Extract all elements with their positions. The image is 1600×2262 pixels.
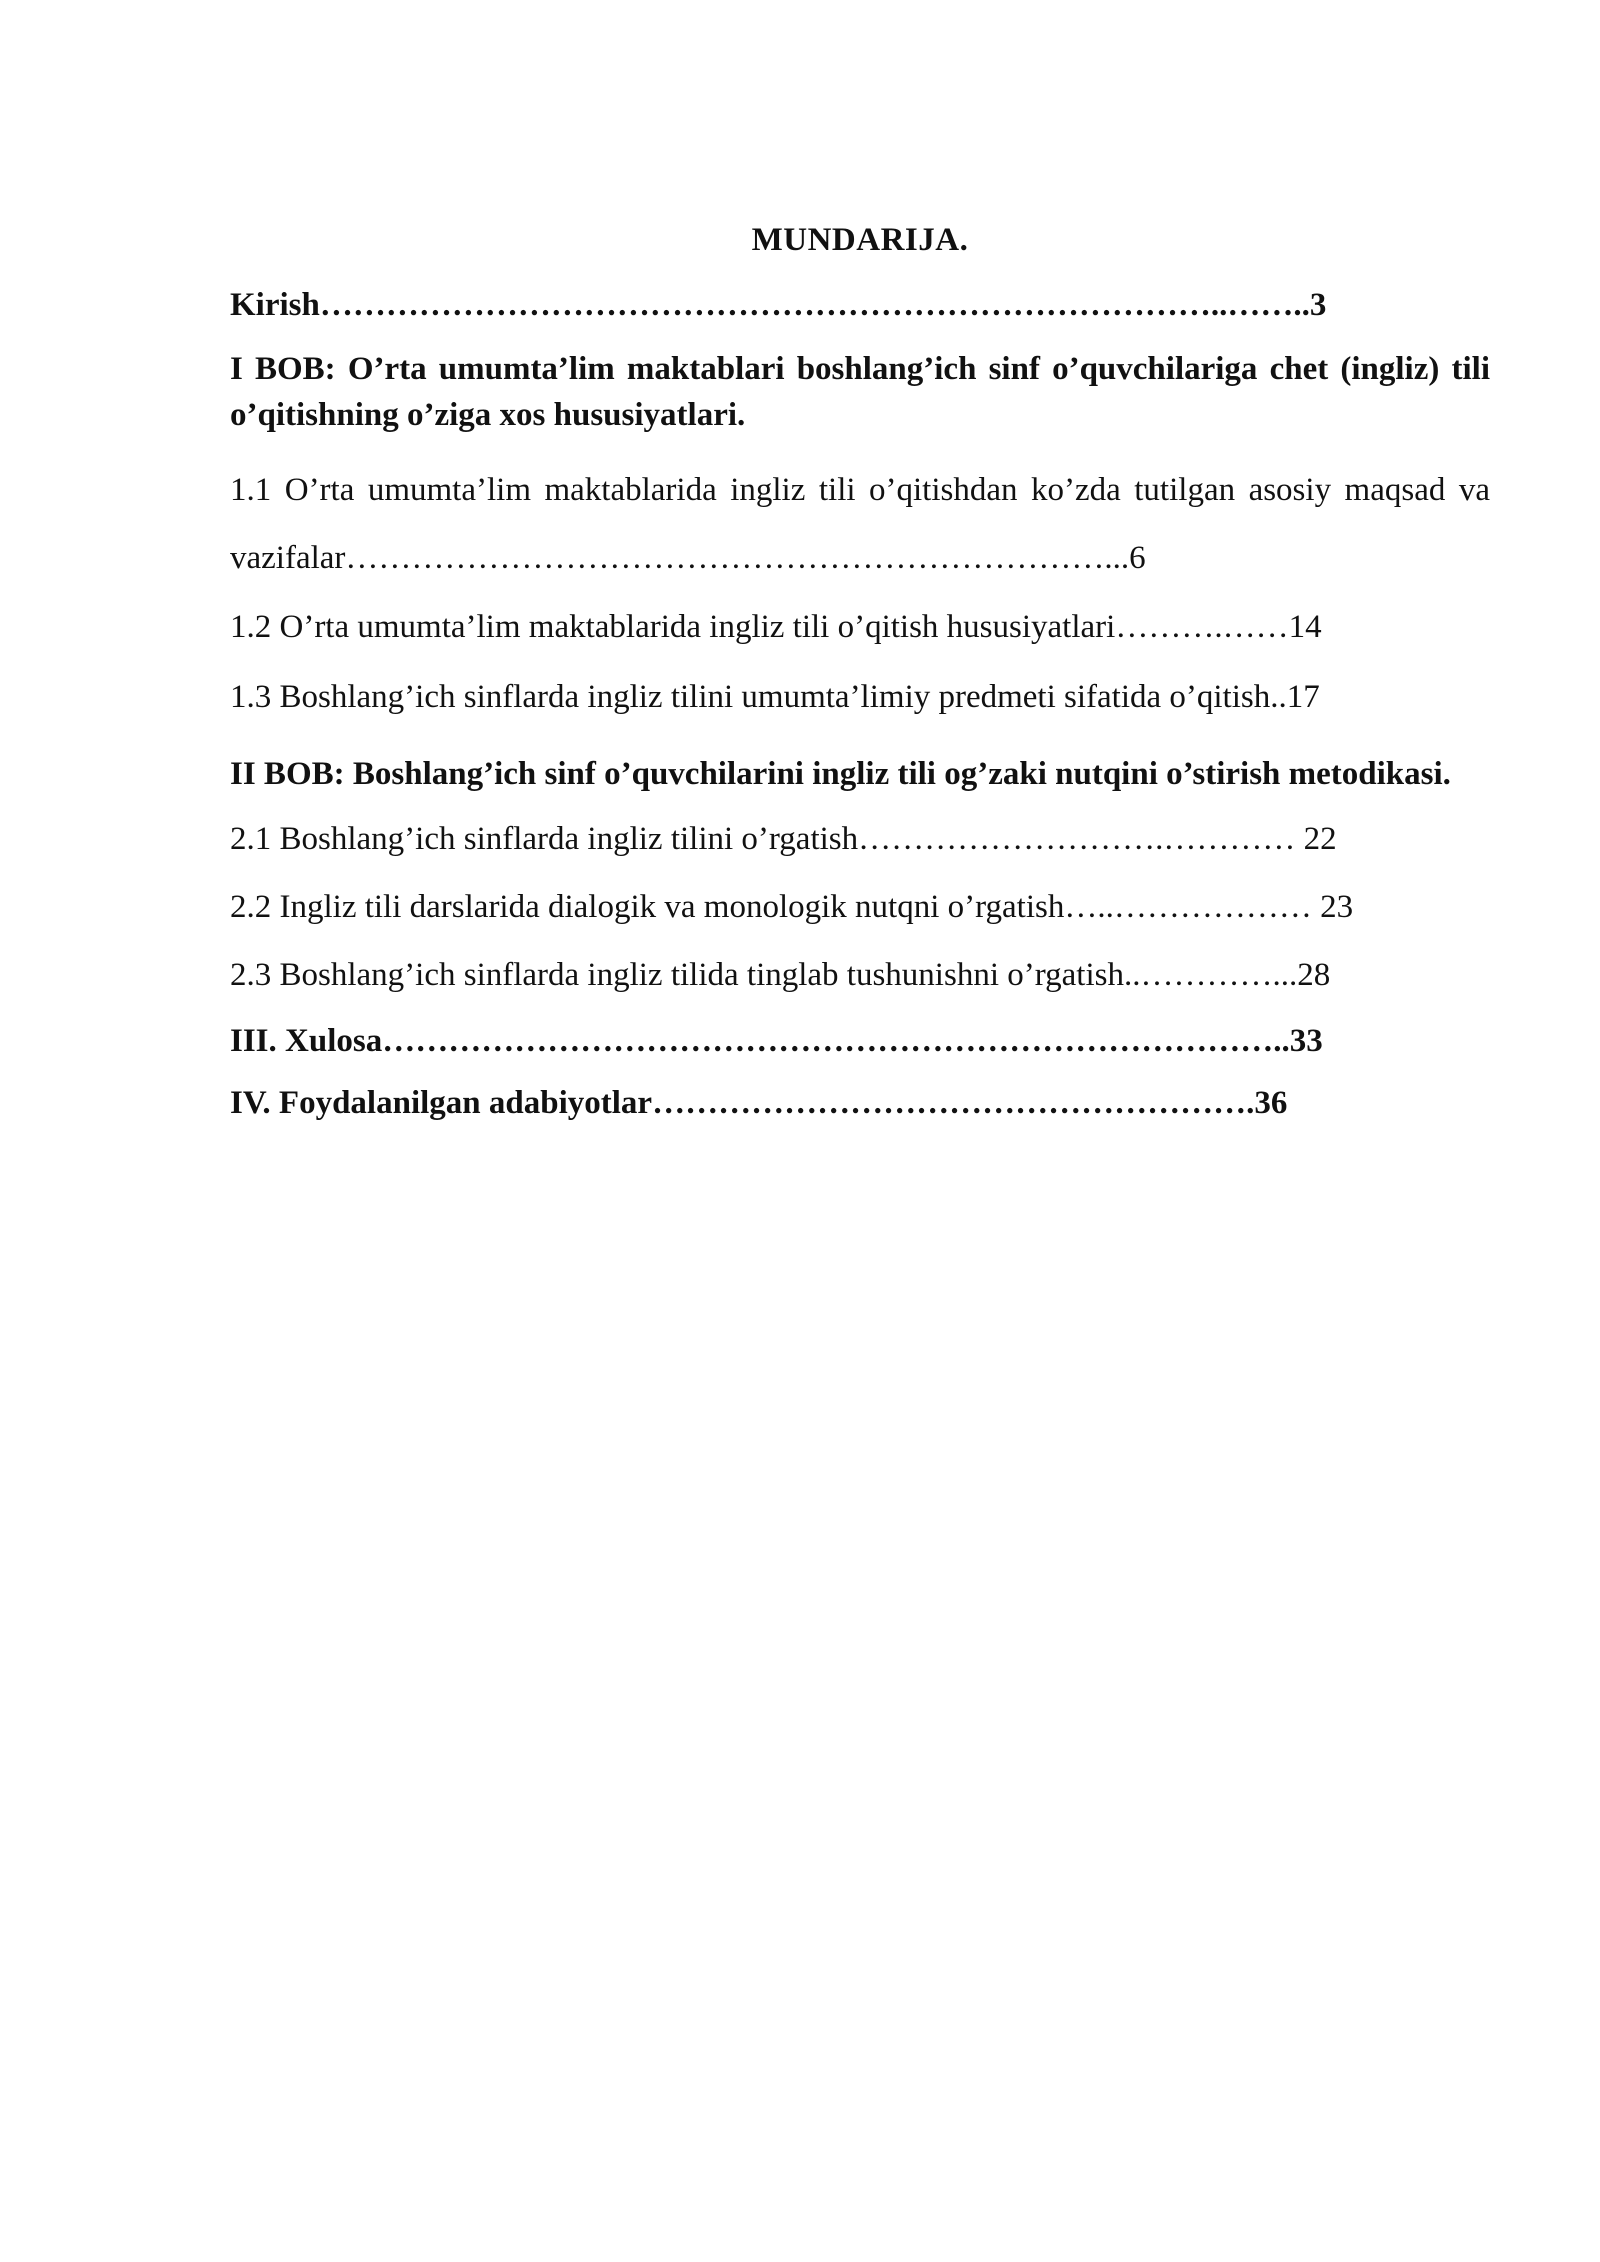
toc-entry-xulosa: III. Xulosa………………………………………………………………………..33: [230, 1023, 1323, 1059]
toc-entry-1-3: 1.3 Boshlang’ich sinflarda ingliz tilini umumta’limiy predmeti sifatida o’qitish..17: [230, 679, 1320, 715]
toc-entry-1-1: 1.1 O’rta umumta’lim maktablarida ingliz tili o’qitishdan ko’zda tutilgan asosiy maqsad va vazifalar……………………………………………………………...6: [230, 472, 1490, 576]
toc-entry-kirish: Kirish………………………………………………………………………..……..3: [230, 287, 1327, 323]
toc-entry-adabiyotlar: IV. Foydalanilgan adabiyotlar……………………………………………….36: [230, 1085, 1288, 1121]
page-title: MUNDARIJA.: [751, 222, 969, 258]
toc-entry-2-1: 2.1 Boshlang’ich sinflarda ingliz tilini o’rgatish……………………….………… 22: [230, 821, 1337, 857]
toc-entry-1-2: 1.2 O’rta umumta’lim maktablarida ingliz tili o’qitish hususiyatlari……….……14: [230, 609, 1322, 645]
toc-entry-chapter-1: I BOB: O’rta umumta’lim maktablari boshlang’ich sinf o’quvchilariga chet (ingliz) tili o’qitishning o’ziga xos hususiyatlari.: [230, 351, 1490, 433]
toc-entry-2-3: 2.3 Boshlang’ich sinflarda ingliz tilida tinglab tushunishni o’rgatish..…………...28: [230, 957, 1331, 993]
toc-entry-chapter-2: II BOB: Boshlang’ich sinf o’quvchilarini ingliz tili og’zaki nutqini o’stirish metodikasi.: [230, 756, 1451, 792]
document-page: [230, 200, 1490, 1126]
toc-entry-2-2: 2.2 Ingliz tili darslarida dialogik va monologik nutqni o’rgatish…..……………… 23: [230, 889, 1354, 925]
